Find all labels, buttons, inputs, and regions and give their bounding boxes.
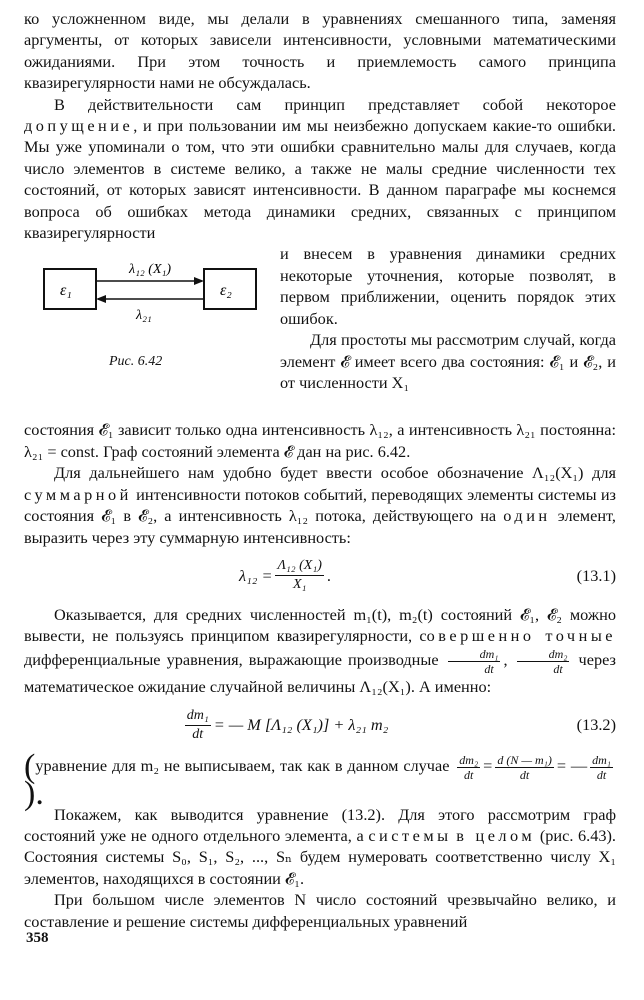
arrow-backward-head (96, 295, 106, 303)
page (24, 8, 616, 932)
paragraph-7: При большом числе элементов N число состояний чрезвычайно велико, и составление и решение системы дифференциальных уравнений (24, 890, 616, 931)
paragraph-1: ко усложненном виде, мы делали в уравнениях смешанного типа, заменяя аргументы, от которых зависели интенсивности, условными математическими ожиданиями. При этом точность и приемлемость самого принципа квазирегулярности нами не обсуждалась. (24, 9, 616, 93)
eq1-lhs: λ₁₂ = (239, 566, 273, 586)
eq2-denominator: dt (192, 726, 204, 742)
eq2-fraction (185, 707, 211, 744)
spaced-text: суммарной (24, 484, 132, 504)
eq1-fraction (275, 557, 323, 594)
equation-13-1 (24, 548, 616, 604)
equation-number: (13.1) (576, 566, 616, 586)
text: дифференциальные уравнения, выражающие производные (24, 649, 439, 669)
note-paragraph: (уравнение для m₂ не выписываем, так как в данном случае $\frac{\text{dm₂}}{dt}$ = $\frac{\text{d (N — m₁)}}{dt}$ = — $\frac{\text{dm₁}}{dt}$ ). (24, 748, 611, 813)
eq2-numerator: dm₁ (185, 707, 211, 726)
paragraph-3-cont: состояния 𝓔₁ зависит только одна интенсивность λ₁₂, а интенсивность λ₂₁ постоянна: λ₂₁ = const. Граф состояний элемента 𝓔 дан на рис. 6.42. (24, 420, 616, 461)
text: элемент, выразить через эту суммарную интенсивность: (24, 506, 616, 547)
eq1-numerator: Λ₁₂ (X₁) (275, 557, 323, 576)
text: через математическое ожидание случайной величины Λ₁₂(X₁). А именно: (24, 649, 616, 696)
paragraph-5: Оказывается, для средних численностей m₁(t), m₂(t) состояний 𝓔₁, 𝓔₂ можно вывести, не пользуясь принципом квазирегулярности, совершенно точные дифференциальные уравнения, выражающие производные $\frac{\text{dm₁}}{dt}$ , $\frac{\text{dm₂}}{dt}$ через математическое ожидание случайной величины Λ₁₂(X₁). А именно: (24, 604, 617, 696)
text: (рис. 6.43). Состояния системы S₀, S₁, S₂, ..., Sₙ будем нумеровать соответственно числу X₁ элементов, находящихся в состоянии 𝓔₁. (24, 825, 617, 888)
equation-number: (13.2) (576, 715, 616, 735)
text: В действительности сам принцип представляет собой некоторое (54, 94, 616, 114)
spaced-text: в целом (456, 825, 536, 845)
equation-13-2 (24, 697, 616, 753)
spaced-text: допущение (24, 116, 134, 136)
paragraph-6 (24, 804, 616, 890)
arrow-forward-head (194, 277, 204, 285)
spaced-text: один (503, 506, 551, 526)
page-number: 358 (26, 930, 49, 946)
figure-block (24, 243, 616, 419)
text: Для дальнейшего нам удобно будет ввести особое обозначение Λ₁₂(X₁) для (54, 463, 616, 483)
arrow-bottom-label: λ₂₁ (136, 308, 152, 324)
paragraph-3-wrap: Для простоты мы рассмотрим случай, когда элемент 𝓔 имеет всего два состояния: 𝓔₁ и 𝓔₂, и от численности X₁ (280, 330, 616, 392)
paragraph-2 (24, 94, 616, 244)
text: интенсивности потоков событий, переводящих элементы системы из состояния 𝓔₁ в 𝓔₂, а интенсивность λ₁₂ потока, действующего на (24, 484, 616, 526)
eq1-denominator: X₁ (292, 577, 307, 593)
figure-caption: Рис. 6.42 (109, 354, 163, 370)
eq2-rhs: = — M [Λ₁₂ (X₁)] + λ₂₁ m₂ (213, 715, 389, 735)
inline-fraction: $\frac{\text{dm₂}}{dt}$ (517, 647, 570, 676)
spaced-text: овершенно точные (426, 626, 617, 646)
paragraph-2-wrap: и внесем в уравнения динамики средних некоторые уточнения, которые позволят, в первом приближении, оценить порядок этих ошибок. (280, 244, 616, 328)
text: , и при пользовании им мы неизбежно допускаем какие-то ошибки. Мы уже упоминали о том, что эти ошибки сравнительно малы для случаев, когда число элементов в системе велико, а также не малы средние численности тех состояний, от которых зависят интенсивности. В данном параграфе мы коснемся вопроса об ошибках метода динамики средних, связанных с принципом квазирегулярности (24, 116, 616, 243)
text: Покажем, как выводится уравнение (13.2). Для этого рассмотрим граф состояний уже не одного отдельного элемента, а (24, 804, 616, 845)
text: Оказывается, для средних численностей m₁(t), m₂(t) состояний 𝓔₁, 𝓔₂ можно вывести, не пользуясь принципом квазирегулярности, с (24, 604, 616, 646)
state-left-label: ε₁ (60, 282, 72, 300)
arrow-top-label: λ₁₂ (X₁) (129, 262, 172, 278)
wrapped-text (280, 243, 616, 393)
inline-fraction: $\frac{\text{dm₁}}{dt}$ (448, 647, 501, 676)
paragraph-4 (24, 462, 616, 548)
spaced-text: системы (368, 825, 452, 845)
state-right-label: ε₂ (220, 282, 232, 300)
eq1-tail: . (326, 566, 331, 586)
text: уравнение для m₂ не выписываем, так как в данном случае (35, 756, 450, 776)
